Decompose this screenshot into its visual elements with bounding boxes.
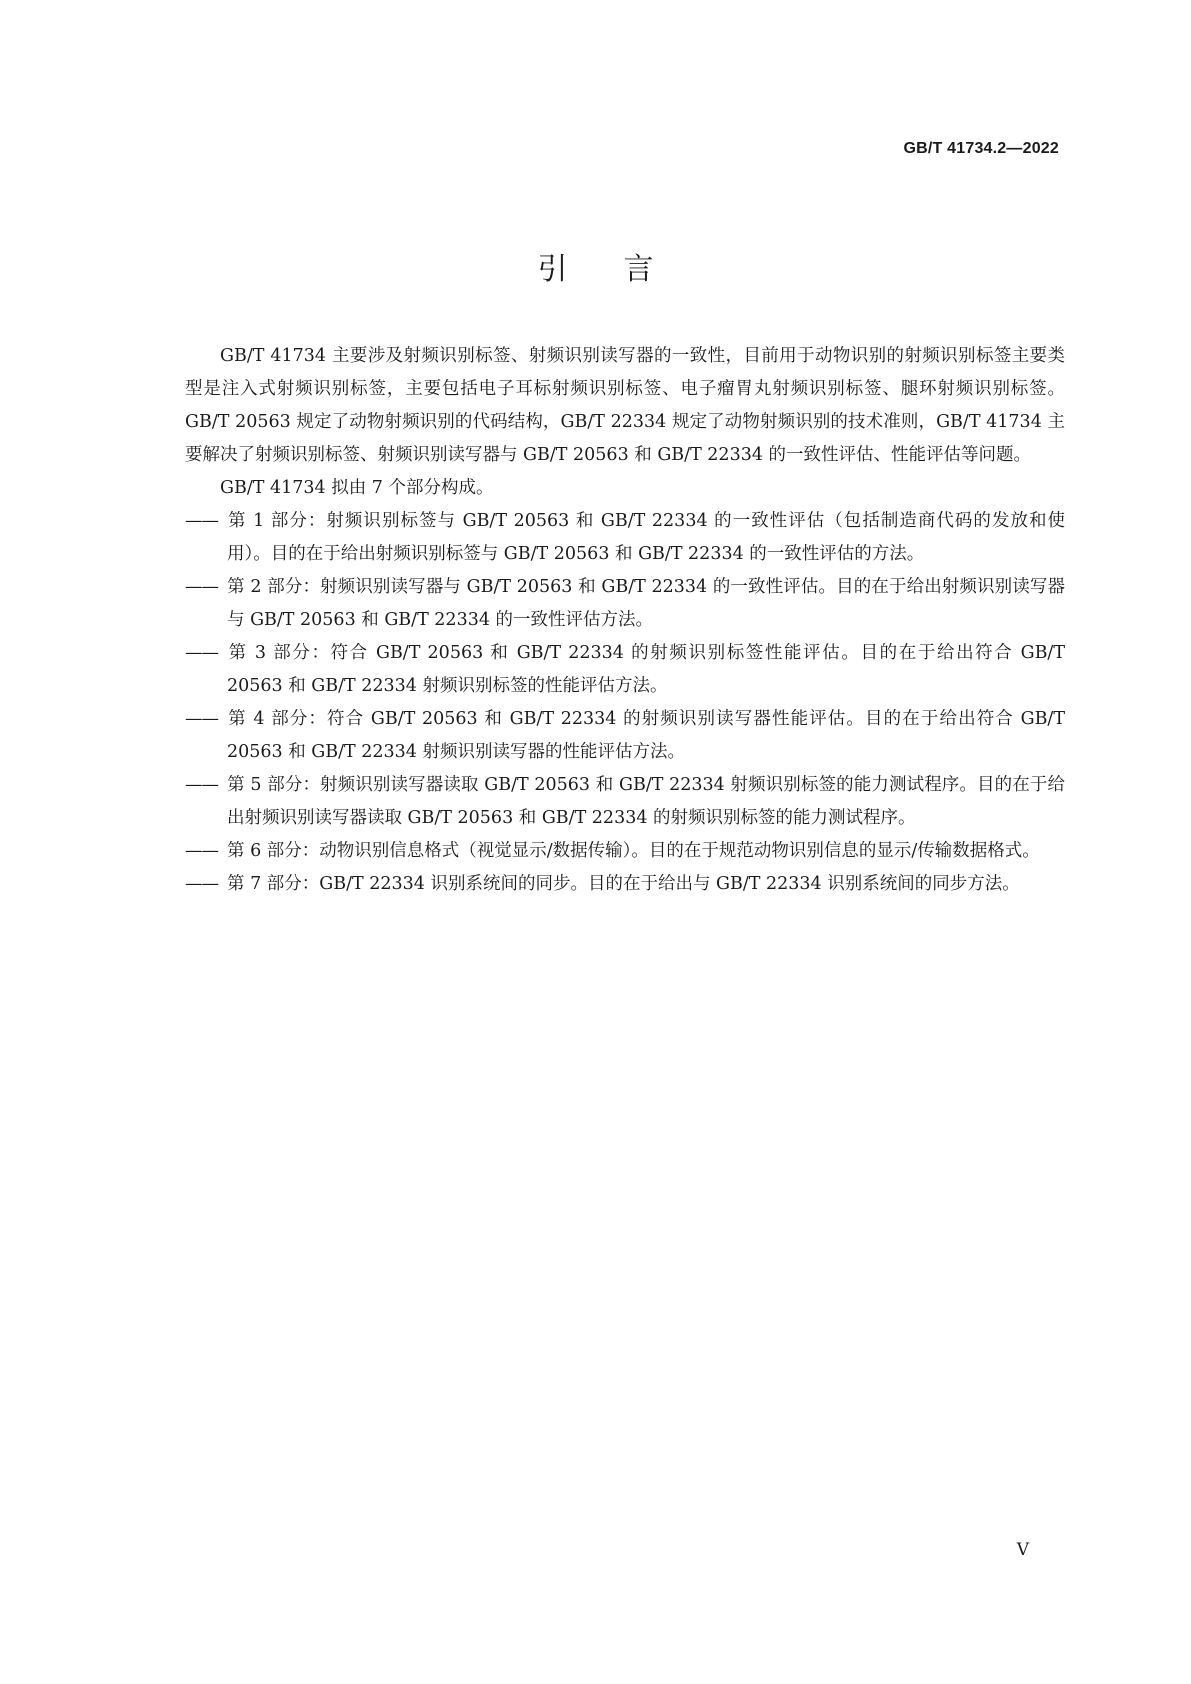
part-3-text: 第 3 部分：符合 GB/T 20563 和 GB/T 22334 的射频识别标签性能评估。目的在于给出符合 GB/T 20563 和 GB/T 22334 射频识别标签的性能评估方法。 (227, 643, 1065, 696)
list-item (185, 868, 1065, 901)
intro-paragraph: GB/T 41734 主要涉及射频识别标签、射频识别读写器的一致性，目前用于动物识别的射频识别标签主要类型是注入式射频识别标签，主要包括电子耳标射频识别标签、电子瘤胃丸射频识别标签、腿环射频识别标签。GB/T 20563 规定了动物射频识别的代码结构，GB/T 22334 规定了动物射频识别的技术准则，GB/T 41734 主要解决了射频识别标签、射频识别读写器与 GB/T 20563 和 GB/T 22334 的一致性评估、性能评估等问题。 (185, 346, 1065, 465)
list-dash: —— (185, 775, 218, 795)
part-5-text: 第 5 部分：射频识别读写器读取 GB/T 20563 和 GB/T 22334 射频识别标签的能力测试程序。目的在于给出射频识别读写器读取 GB/T 20563 和 GB/T 22334 的射频识别标签的能力测试程序。 (227, 775, 1065, 828)
part-1-text: 第 1 部分：射频识别标签与 GB/T 20563 和 GB/T 22334 的一致性评估（包括制造商代码的发放和使用）。目的在于给出射频识别标签与 GB/T 20563 和 GB/T 22334 的一致性评估的方法。 (227, 511, 1065, 564)
parts-count-paragraph: GB/T 41734 拟由 7 个部分构成。 (220, 478, 494, 498)
part-7-text: 第 7 部分：GB/T 22334 识别系统间的同步。目的在于给出与 GB/T 22334 识别系统间的同步方法。 (227, 874, 1020, 894)
list-item (185, 769, 1065, 835)
page-number: V (1016, 1540, 1029, 1560)
list-dash: —— (185, 577, 218, 597)
list-dash: —— (185, 874, 218, 894)
list-dash: —— (185, 841, 218, 861)
part-6-text: 第 6 部分：动物识别信息格式（视觉显示/数据传输）。目的在于规范动物识别信息的显示/传输数据格式。 (227, 841, 1040, 861)
list-dash: —— (185, 511, 218, 531)
document-body (185, 340, 1065, 901)
list-item (185, 835, 1065, 868)
parts-list (185, 505, 1065, 901)
list-item (185, 505, 1065, 571)
list-item (185, 637, 1065, 703)
list-dash: —— (185, 643, 218, 663)
list-item (185, 571, 1065, 637)
part-2-text: 第 2 部分：射频识别读写器与 GB/T 20563 和 GB/T 22334 的一致性评估。目的在于给出射频识别读写器与 GB/T 20563 和 GB/T 22334 的一致性评估方法。 (227, 577, 1065, 630)
page-title: 引言 (537, 252, 710, 287)
part-4-text: 第 4 部分：符合 GB/T 20563 和 GB/T 22334 的射频识别读写器性能评估。目的在于给出符合 GB/T 20563 和 GB/T 22334 射频识别读写器的性能评估方法。 (227, 709, 1065, 762)
list-dash: —— (185, 709, 218, 729)
standard-code: GB/T 41734.2—2022 (903, 140, 1059, 157)
list-item (185, 703, 1065, 769)
